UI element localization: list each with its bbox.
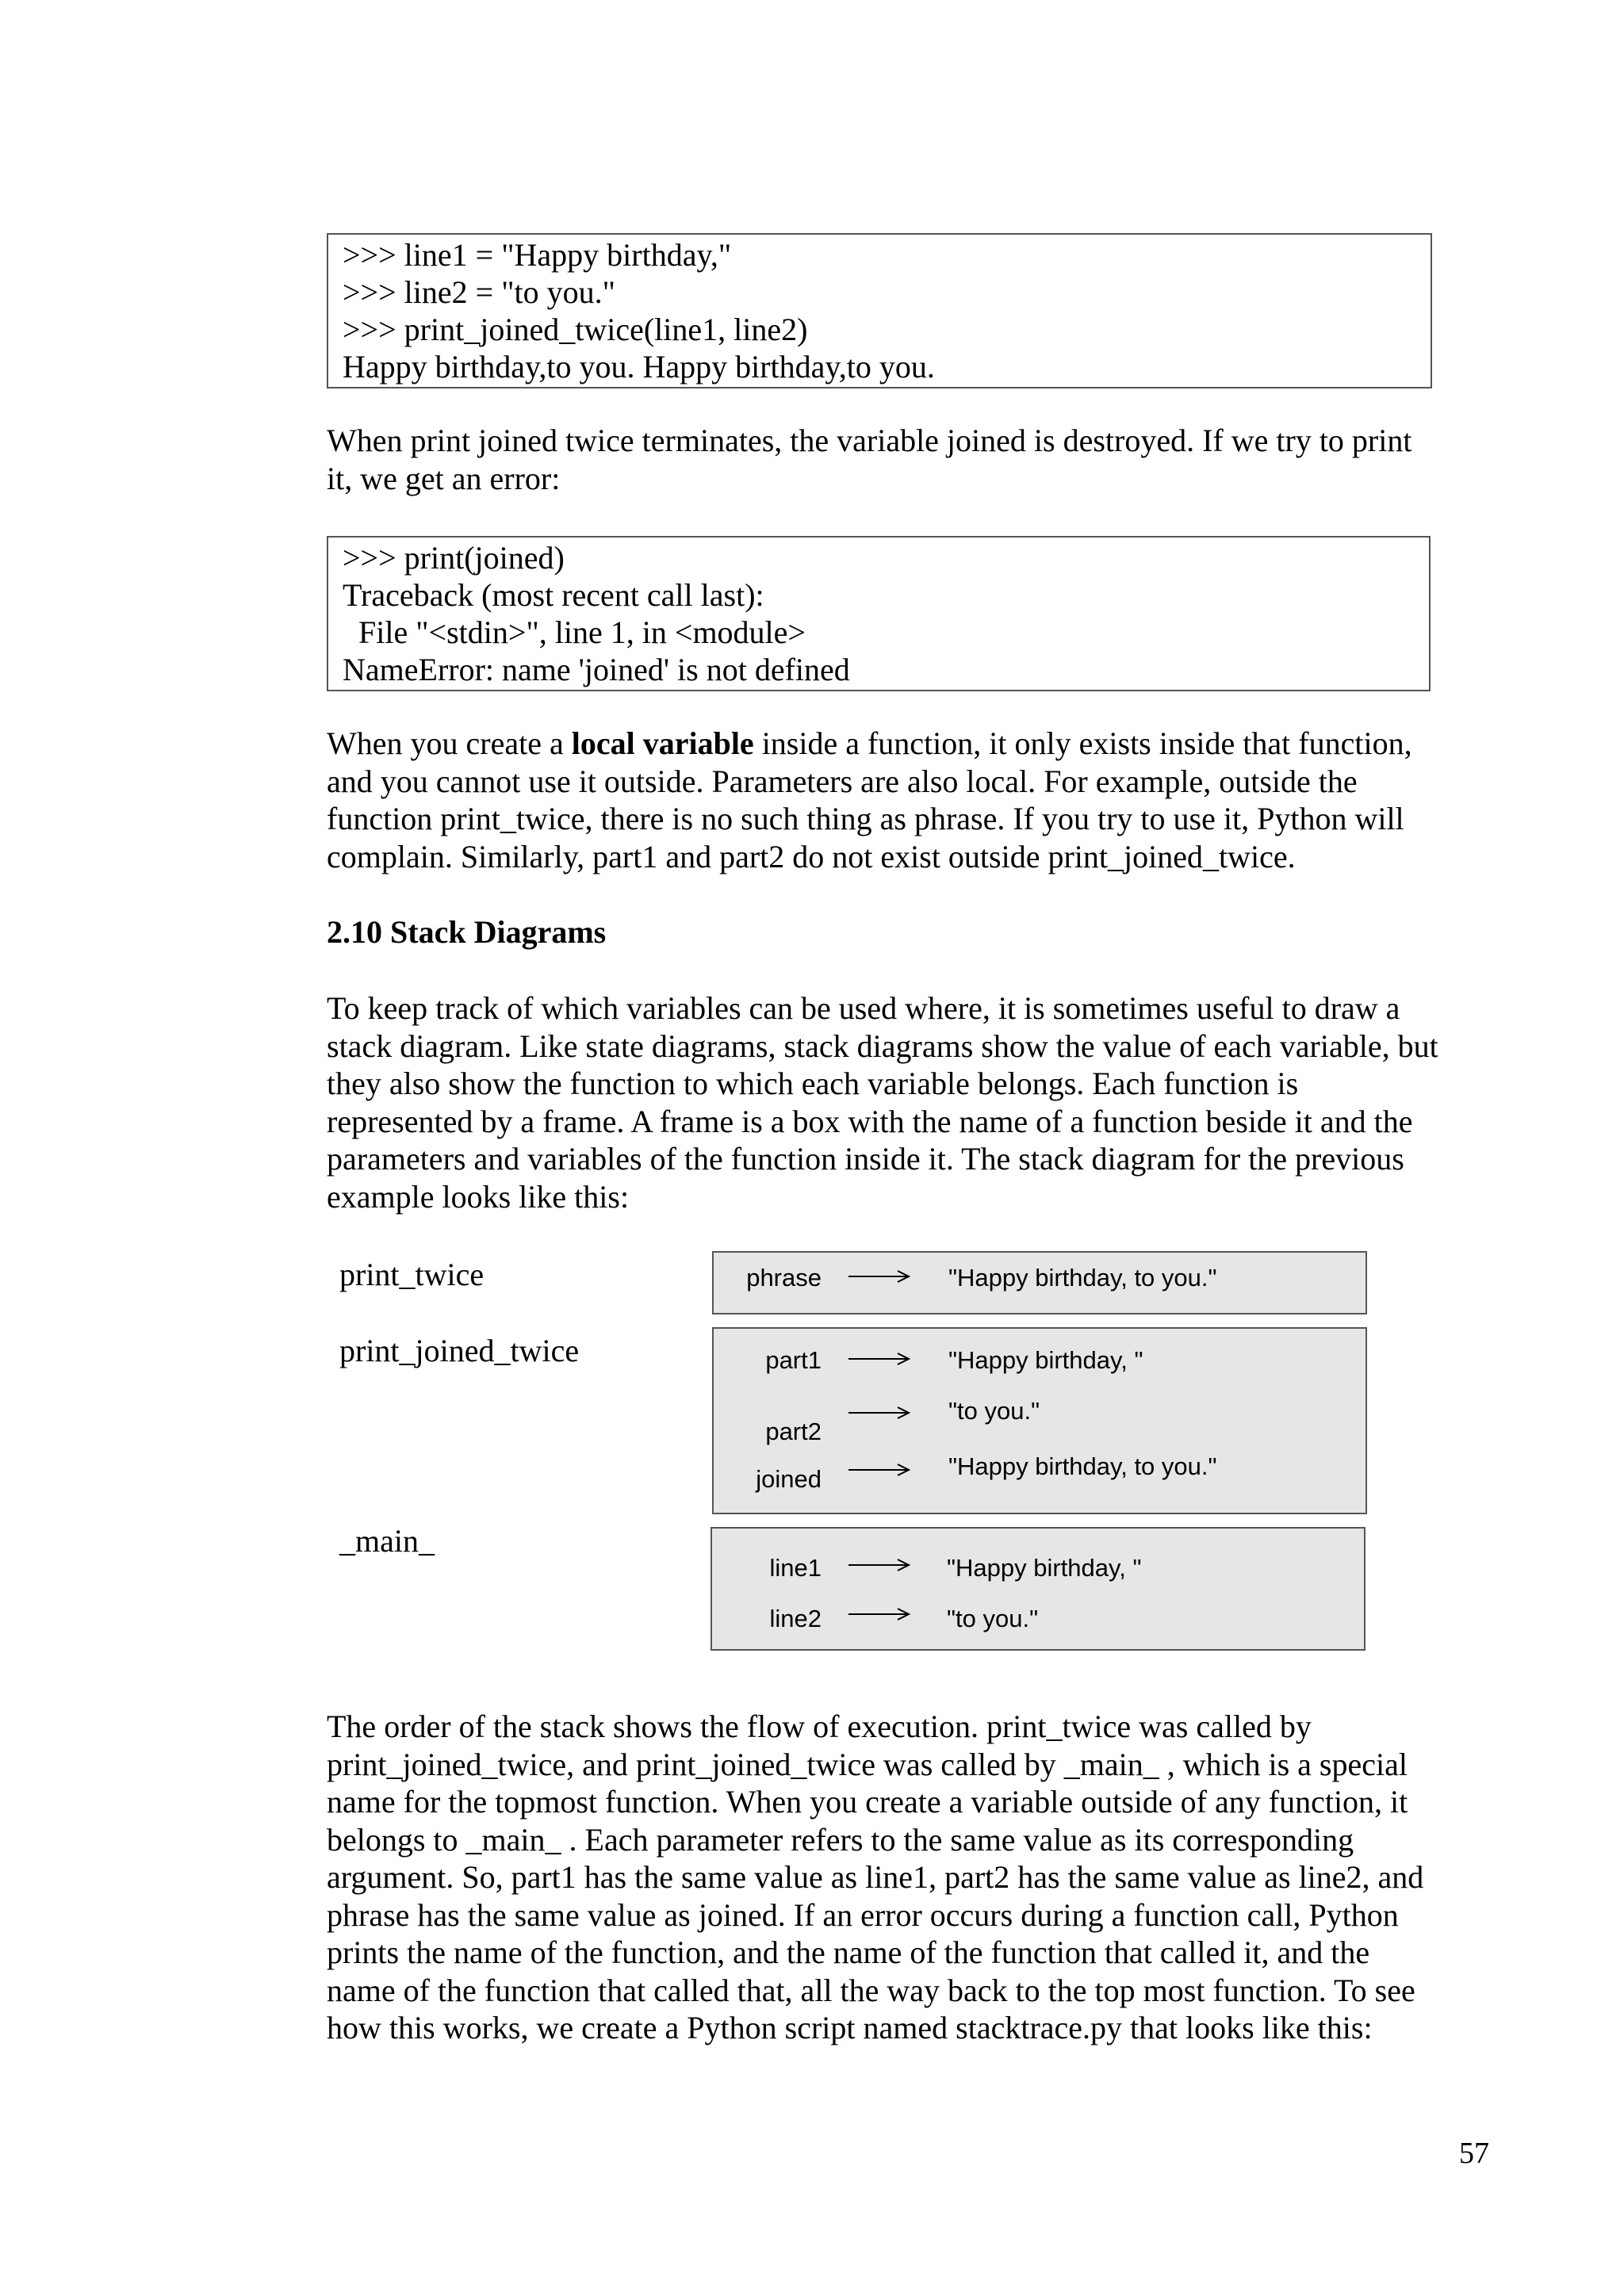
var-name-joined: joined — [756, 1465, 822, 1493]
text-line: stack diagram. Like state diagrams, stack diagrams show the value of each variable, but — [327, 1027, 1438, 1064]
text-line — [327, 725, 1516, 763]
var-name-line2: line2 — [769, 1605, 822, 1632]
code-line: >>> print(joined) — [343, 540, 565, 576]
code-block-birthday — [327, 233, 1432, 388]
text-line: name for the topmost function. When you create a variable outside of any function, it — [327, 1784, 1408, 1820]
text-line: phrase has the same value as joined. If an error occurs during a function call, Python — [327, 1896, 1399, 1933]
var-value-part1: "Happy birthday, " — [948, 1346, 1143, 1374]
text-line: and you cannot use it outside. Parameters are also local. For example, outside the — [327, 763, 1358, 799]
text-run: inside a function, it only exists inside that function, — [753, 725, 1412, 761]
code-line: Happy birthday,to you. Happy birthday,to you. — [343, 349, 935, 385]
var-name-part1: part1 — [765, 1346, 822, 1374]
code-block-traceback — [327, 536, 1431, 691]
var-value-part2: "to you." — [948, 1397, 1040, 1425]
arrow-icon — [848, 1606, 912, 1622]
paragraph-stack-diagram-intro — [327, 989, 1516, 1215]
code-line: Traceback (most recent call last): — [343, 577, 764, 613]
text-line: example looks like this: — [327, 1178, 630, 1215]
var-name-line1: line1 — [769, 1554, 822, 1582]
text-line: it, we get an error: — [327, 460, 561, 496]
arrow-icon — [848, 1351, 912, 1367]
var-value-joined: "Happy birthday, to you." — [948, 1452, 1217, 1480]
var-value-line1: "Happy birthday, " — [947, 1554, 1142, 1582]
arrow-icon — [848, 1269, 912, 1284]
text-line: To keep track of which variables can be used where, it is sometimes useful to draw a — [327, 990, 1400, 1026]
var-value-phrase: "Happy birthday, to you." — [948, 1264, 1217, 1292]
var-name-phrase: phrase — [746, 1264, 822, 1292]
frame-label-print-twice: print_twice — [339, 1257, 485, 1292]
var-value-line2: "to you." — [947, 1605, 1039, 1632]
text-line: The order of the stack shows the flow of execution. print_twice was called by — [327, 1709, 1312, 1744]
paragraph-flow-of-execution — [327, 1708, 1516, 2047]
text-line: When print joined twice terminates, the variable joined is destroyed. If we try to print — [327, 423, 1412, 458]
arrow-icon — [848, 1405, 912, 1421]
text-line: function print_twice, there is no such thing as phrase. If you try to use it, Python will — [327, 801, 1404, 836]
code-line: File "<stdin>", line 1, in <module> — [343, 614, 806, 650]
text-line: represented by a frame. A frame is a box with the name of a function beside it and the — [327, 1103, 1413, 1139]
arrow-icon — [848, 1557, 912, 1573]
text-line: complain. Similarly, part1 and part2 do not exist outside print_joined_twice. — [327, 838, 1296, 874]
text-line: print_joined_twice, and print_joined_twice was called by _main_ , which is a special — [327, 1746, 1408, 1782]
text-line: prints the name of the function, and the name of the function that called it, and the — [327, 1934, 1370, 1970]
text-line: how this works, we create a Python script named stacktrace.py that looks like this: — [327, 2010, 1373, 2045]
arrow-icon — [848, 1462, 912, 1478]
frame-label-main: _main_ — [339, 1523, 435, 1559]
code-line: NameError: name 'joined' is not defined — [343, 652, 850, 687]
code-line: >>> line1 = "Happy birthday," — [343, 237, 732, 273]
section-heading: 2.10 Stack Diagrams — [327, 914, 607, 950]
text-line: belongs to _main_ . Each parameter refers to the same value as its corresponding — [327, 1821, 1354, 1858]
text-line: they also show the function to which each variable belongs. Each function is — [327, 1066, 1299, 1101]
page-number: 57 — [1459, 2137, 1489, 2170]
var-name-part2: part2 — [765, 1418, 822, 1445]
frame-label-print-joined-twice: print_joined_twice — [339, 1333, 580, 1368]
text-run: When you create a — [327, 725, 572, 761]
paragraph-local-variable — [327, 725, 1516, 875]
code-line: >>> line2 = "to you." — [343, 274, 615, 310]
text-line: name of the function that called that, all the way back to the top most function. To see — [327, 1972, 1415, 2008]
text-line: parameters and variables of the function inside it. The stack diagram for the previous — [327, 1141, 1404, 1177]
code-line: >>> print_joined_twice(line1, line2) — [343, 312, 808, 347]
bold-term: local variable — [571, 725, 754, 761]
paragraph-destroyed — [327, 422, 1516, 497]
text-line: argument. So, part1 has the same value as line1, part2 has the same value as line2, and — [327, 1859, 1424, 1895]
